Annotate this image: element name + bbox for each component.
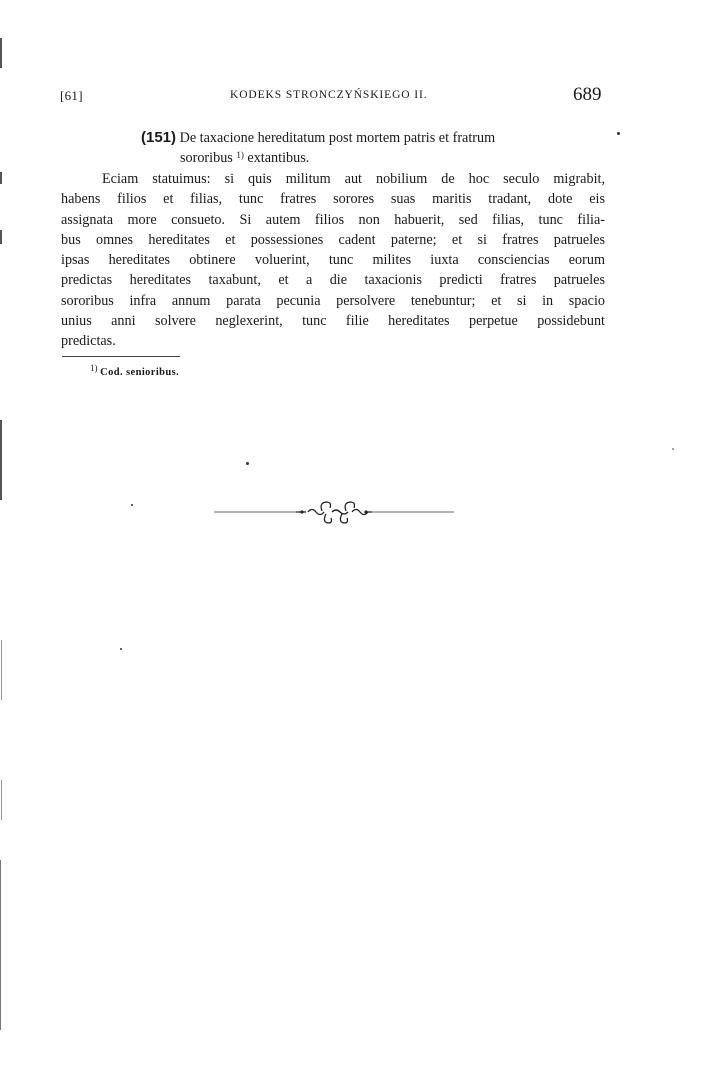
scan-edge-mark: [1, 640, 2, 700]
paragraph-line: assignata more consueto. Si autem filios non habuerit, sed filias, tunc filia-: [61, 211, 605, 228]
scan-speck: [672, 448, 674, 450]
scan-edge-mark: [0, 860, 1, 1030]
footnote: [90, 363, 180, 378]
heading-text-end: extantibus.: [247, 150, 310, 167]
running-title: KODEKS STRONCZYŃSKIEGO II.: [230, 89, 428, 101]
scan-speck: [246, 462, 249, 465]
paragraph-line: predictas.: [61, 333, 116, 350]
scan-speck: [131, 504, 133, 506]
article-number: (151): [141, 129, 177, 146]
section-marker: [61]: [60, 88, 83, 103]
footnote-divider: [62, 356, 180, 357]
scan-edge-mark: [0, 38, 2, 68]
statute-paragraph: [61, 169, 605, 352]
paragraph-line: unius anni solvere neglexerint, tunc filie hereditates perpetue possidebunt: [61, 313, 605, 330]
page-number: 689: [573, 84, 602, 105]
scan-edge-mark: [0, 420, 2, 500]
scan-speck: [120, 648, 122, 650]
footnote-marker: 1): [90, 363, 98, 373]
footnote-reference: 1): [236, 150, 244, 161]
paragraph-line: ipsas hereditates obtinere voluerint, tunc milites iuxta consciencias eorum: [61, 252, 605, 269]
heading-line-2: [61, 148, 605, 168]
paragraph-line: Eciam statuimus: si quis militum aut nobilium de hoc seculo migrabit,: [102, 171, 605, 187]
paragraph-line: habens filios et filias, tunc fratres sorores suas maritis tradant, dote eis: [61, 191, 605, 208]
paragraph-line: bus omnes hereditates et possessiones cadent paterne; et si fratres patrueles: [61, 231, 605, 248]
fleuron-ornament-icon: [214, 500, 454, 526]
heading-text-continued: sororibus: [180, 150, 233, 167]
heading-line-1: [61, 128, 605, 148]
article-heading: [61, 128, 605, 169]
paragraph-line: sororibus infra annum parata pecunia persolvere tenebuntur; et si in spacio: [61, 292, 605, 309]
scan-edge-mark: [0, 230, 2, 244]
scan-speck: [617, 132, 620, 135]
scan-edge-mark: [1, 780, 2, 820]
scan-edge-mark: [0, 172, 2, 184]
heading-text: De taxacione hereditatum post mortem patris et fratrum: [179, 130, 496, 146]
paragraph-line: predictas hereditates taxabunt, et a die taxacionis predicti fratres patrueles: [61, 272, 605, 289]
footnote-text: Cod. senioribus.: [100, 367, 180, 378]
